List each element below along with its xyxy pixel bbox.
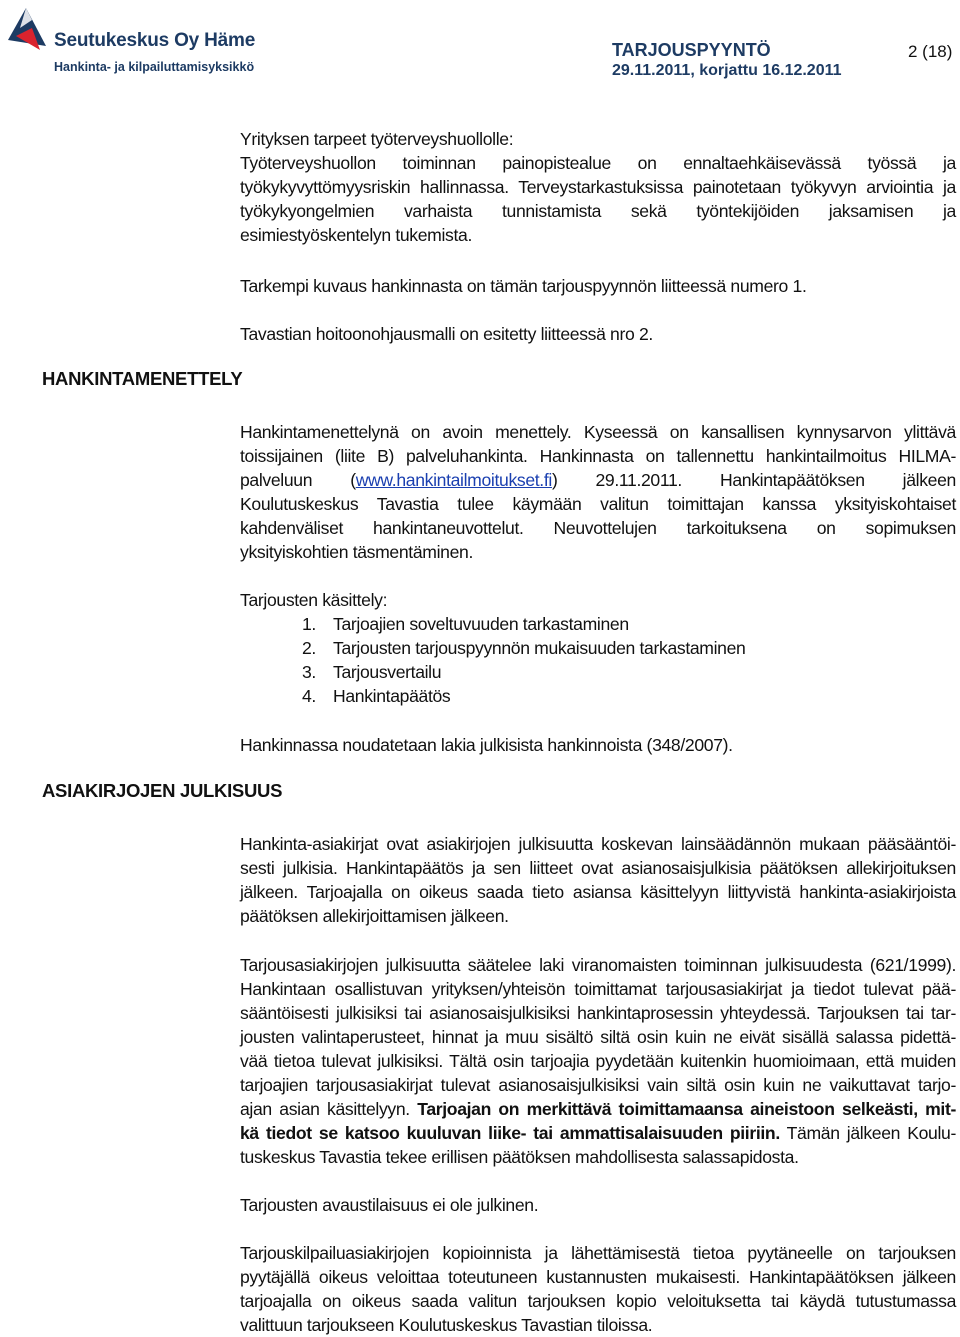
publicity-paragraph-1	[240, 832, 956, 928]
document-date: 29.11.2011, korjattu 16.12.2011	[612, 62, 842, 79]
intro-line: työkykyvyttömyysriskin hallinnassa. Terveystarkastuksissa painotetaan työkyvyn arviointia ja	[240, 177, 956, 197]
procedure-line: yksityiskohtien täsmentäminen.	[240, 542, 473, 562]
intro-line: työkykyongelmien varhaista tunnistamista sekä työntekijöiden jaksamisen ja	[240, 201, 956, 221]
paragraph-line: sesti julkisia. Hankintapäätös ja sen liitteet ovat asianosaisjulkisia päätöksen allekirjoituksen	[240, 858, 956, 878]
intro-line: Työterveyshuollon toiminnan painopistealue on ennaltaehkäisevässä työssä ja	[240, 153, 956, 173]
paragraph-line	[240, 1121, 956, 1145]
publicity-heading: ASIAKIRJOJEN JULKISUUS	[42, 780, 283, 801]
list-number: 3.	[302, 662, 316, 682]
seutukeskus-logo-icon	[6, 6, 52, 52]
list-item	[302, 612, 629, 636]
organization-name: Seutukeskus Oy Häme	[54, 30, 256, 51]
bold-notice: Tarjoajan on merkittävä toimittamaansa aineistoon selkeästi, mit-	[417, 1099, 956, 1119]
paragraph-line: jousten valintaperusteet, hinnat ja muu sisältö siltä osin kuin ne eivät sisällä salassa pidettä-	[240, 1027, 956, 1047]
paragraph-line: tarjoajien tarjousasiakirjat tulevat asianosaisjulkisiksi vain siltä osin kuin ne vaikuttavat tarjo-	[240, 1075, 956, 1095]
procedure-line: toissijainen (liite B) palveluhankinta. Hankinnasta on tallennettu hankintailmoitus HILMA-	[240, 446, 956, 466]
model-reference: Tavastian hoitoonohjausmalli on esitetty liitteessä nro 2.	[240, 324, 653, 344]
list-label: Tarjoajien soveltuvuuden tarkastaminen	[333, 614, 629, 634]
handling-title: Tarjousten käsittely:	[240, 590, 388, 610]
paragraph-text: Tämän jälkeen Koulu-	[779, 1123, 956, 1143]
paragraph-line: jälkeen. Tarjoajalla on oikeus saada tieto asiansa käsittelyyn liittyvistä hankinta-asiakirjoista	[240, 882, 956, 902]
procedure-line: kahdenväliset hankintaneuvottelut. Neuvottelujen tarkoituksena on sopimuksen	[240, 518, 956, 538]
intro-paragraph	[240, 127, 956, 247]
procedure-line: Koulutuskeskus Tavastia tulee käymään valitun toimittajan kanssa yksityiskohtaiset	[240, 494, 956, 514]
document-title: TARJOUSPYYNTÖ	[612, 40, 771, 60]
paragraph-line: Hankintaan osallistuvan yrityksen/yhteisön toimittamat tarjousasiakirjat ja tiedot tulevat pää-	[240, 979, 956, 999]
paragraph-line: valittuun tarjoukseen Koulutuskeskus Tavastian tiloissa.	[240, 1315, 653, 1335]
publicity-paragraph-4	[240, 1241, 956, 1337]
list-number: 1.	[302, 614, 316, 634]
paragraph-line: tarjoajalla on oikeus saada valitun tarjouksen kopio veloituksetta tai käydä tutustumassa	[240, 1291, 956, 1311]
procedure-paragraph	[240, 420, 956, 564]
paragraph-line: sääntöisesti julkisiksi tai asianosaisjulkisiksi hankintaprosessin yhteydessä. Tarjouksen tai tar-	[240, 1003, 956, 1023]
paragraph-line: tuskeskus Tavastia tekee erillisen päätöksen mahdollisesta salassapidosta.	[240, 1147, 799, 1167]
law-reference: Hankinnassa noudatetaan lakia julkisista hankinnoista (348/2007).	[240, 735, 733, 755]
intro-line: esimiestyöskentelyn tukemista.	[240, 225, 472, 245]
list-item	[302, 636, 745, 660]
procedure-heading: HANKINTAMENETTELY	[42, 368, 243, 389]
procedure-text: palveluun (	[240, 470, 356, 490]
list-label: Hankintapäätös	[333, 686, 451, 706]
paragraph-line: vää tietoa tulevat julkisiksi. Tältä osin tarjoajia pyydetään kuitenkin huomioimaan, että muiden	[240, 1051, 956, 1071]
organization-unit: Hankinta- ja kilpailuttamisyksikkö	[54, 60, 255, 74]
procedure-line: Hankintamenettelynä on avoin menettely. Kyseessä on kansallisen kynnysarvon ylittävä	[240, 422, 956, 442]
list-label: Tarjousten tarjouspyynnön mukaisuuden tarkastaminen	[333, 638, 746, 658]
paragraph-line	[240, 1097, 956, 1121]
procedure-line	[240, 468, 956, 492]
paragraph-line: Hankinta-asiakirjat ovat asiakirjojen julkisuutta koskevan lainsäädännön mukaan pääsääntöi-	[240, 834, 956, 854]
paragraph-line: pyytäjällä oikeus veloittaa toteutuneen kustannusten mukaisesti. Hankintapäätöksen jälkeen	[240, 1267, 956, 1287]
list-item	[302, 684, 450, 708]
bold-notice: kä tiedot se katsoo kuuluvan liike- tai ammattisalaisuuden piiriin.	[240, 1123, 780, 1143]
paragraph-line: päätöksen allekirjoittamisen jälkeen.	[240, 906, 509, 926]
opening-not-public: Tarjousten avaustilaisuus ei ole julkinen.	[240, 1195, 539, 1215]
hilma-link[interactable]: www.hankintailmoitukset.fi	[355, 470, 552, 490]
paragraph-text: ajan asian käsittelyyn.	[240, 1099, 418, 1119]
list-number: 4.	[302, 686, 316, 706]
intro-line: Yrityksen tarpeet työterveyshuollolle:	[240, 129, 514, 149]
paragraph-line: Tarjouskilpailuasiakirjojen kopioinnista ja lähettämisestä tietoa pyytäneelle on tarjouksen	[240, 1243, 956, 1263]
procedure-text: ) 29.11.2011. Hankintapäätöksen jälkeen	[551, 470, 956, 490]
detail-reference: Tarkempi kuvaus hankinnasta on tämän tarjouspyynnön liitteessä numero 1.	[240, 276, 807, 296]
publicity-paragraph-2	[240, 953, 956, 1169]
list-label: Tarjousvertailu	[333, 662, 442, 682]
list-number: 2.	[302, 638, 316, 658]
list-item	[302, 660, 441, 684]
paragraph-line: Tarjousasiakirjojen julkisuutta säätelee laki viranomaisten toiminnan julkisuudesta (621/1999).	[240, 955, 956, 975]
page-number: 2 (18)	[908, 42, 953, 61]
